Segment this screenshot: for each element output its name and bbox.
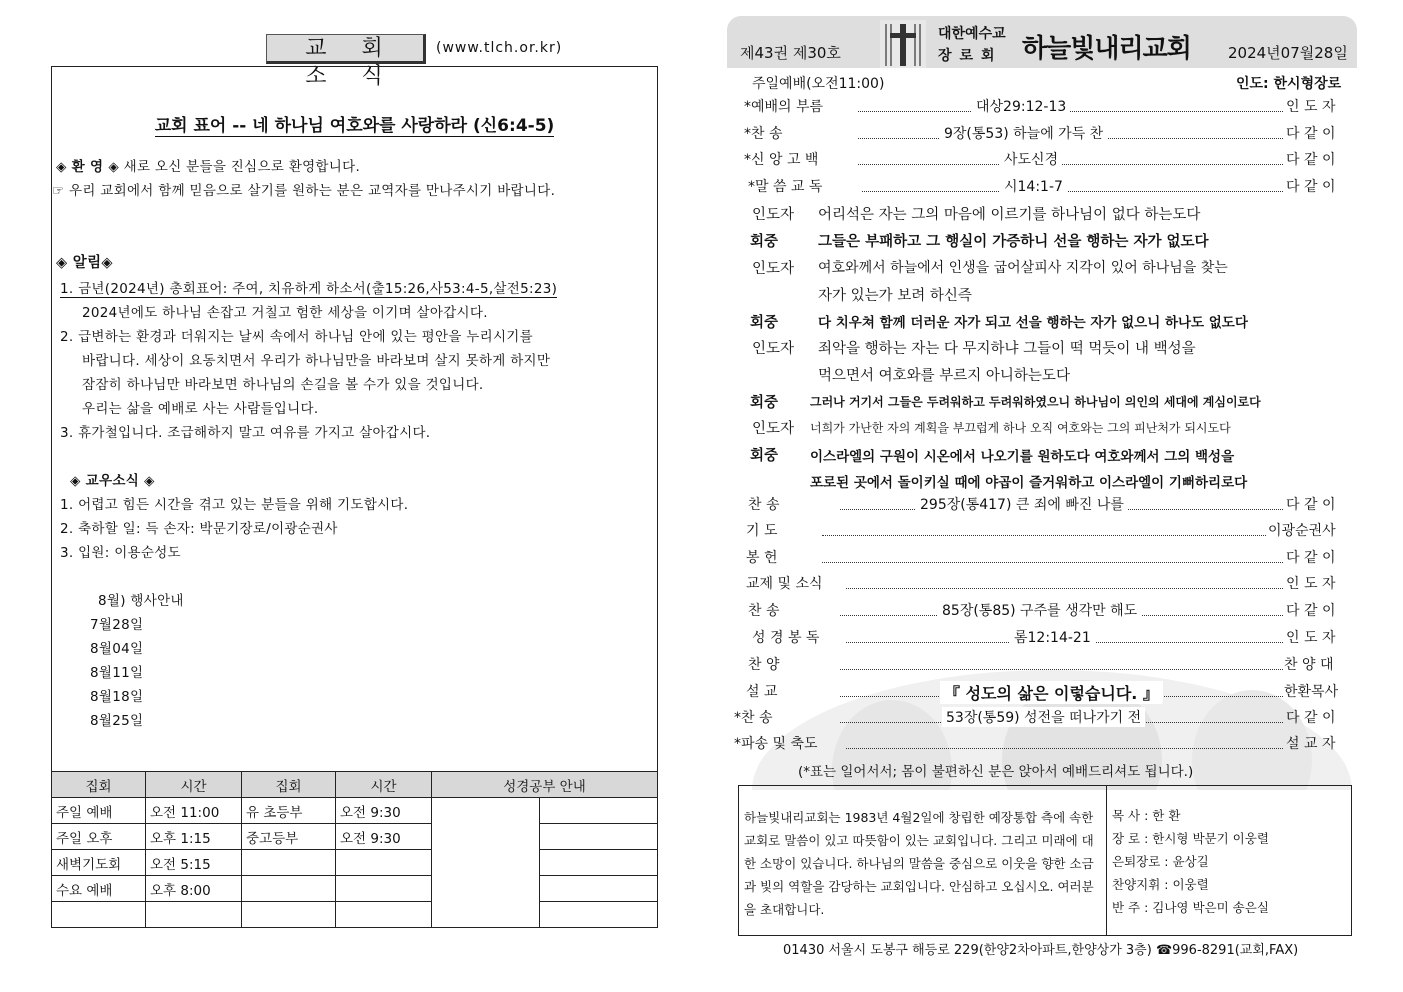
bulletin-date: 2024년07월28일: [1228, 44, 1348, 62]
member-news-heading: ◈ 교우소식 ◈: [70, 473, 155, 489]
table-cell: [146, 902, 242, 928]
table-cell: [540, 876, 658, 902]
welcome-line2: ☞ 우리 교회에서 함께 믿음으로 살기를 원하는 분은 교역자를 만나주시기 바랍니다.: [52, 183, 556, 199]
order-item: *말 씀 교 독: [748, 179, 823, 195]
events-heading: 8월) 행사안내: [98, 593, 184, 609]
schedule-header: 시간: [146, 772, 242, 798]
order-item: 기 도: [746, 523, 778, 539]
order-detail: 53장(통59) 성전을 떠나가기 전: [942, 707, 1145, 727]
staff-line: 찬양지휘 : 이웅렬: [1112, 877, 1209, 892]
reading-line: 너희가 가난한 자의 계획을 부끄럽게 하나 오직 여호와는 그의 피난처가 되시도다: [810, 421, 1231, 435]
table-cell: [242, 902, 336, 928]
table-cell: [336, 850, 432, 876]
leader-dots: [846, 748, 1283, 749]
denomination-line1: 대한예수교: [938, 26, 1006, 42]
leader-dots: [822, 535, 1266, 536]
meeting-schedule-table: [51, 771, 658, 928]
order-who: 설 교 자: [1286, 736, 1336, 752]
staff-line: 목 사 : 한 환: [1112, 808, 1181, 823]
denomination-line2: 장로회: [938, 48, 1003, 64]
table-cell: 오후 1:15: [146, 824, 242, 850]
order-item: 찬 양: [748, 657, 780, 673]
info-divider: [1106, 785, 1107, 936]
staff-line: 장 로 : 한시형 박문기 이웅렬: [1112, 831, 1269, 846]
notice-item: 1. 금년(2024년) 총회표어: 주여, 치유하게 하소서(출15:26,사53:4-5,살전5:23): [60, 281, 558, 297]
church-url: (www.tlch.or.kr): [436, 40, 563, 56]
table-cell: 중고등부: [242, 824, 336, 850]
notice-item: 2024년에도 하나님 손잡고 거칠고 험한 세상을 이기며 살아갑시다.: [82, 305, 488, 321]
table-row: [52, 850, 658, 876]
reading-role: 인도자: [752, 421, 795, 437]
reading-role: 회중: [750, 395, 779, 411]
reading-line: 여호와께서 하늘에서 인생을 굽어살피사 지각이 있어 하나님을 찾는: [818, 260, 1228, 276]
order-who: 다 같 이: [1286, 710, 1336, 726]
reading-line: 죄악을 행하는 자는 다 무지하냐 그들이 떡 먹듯이 내 백성을: [818, 341, 1196, 357]
notice-item: 우리는 삶을 예배로 사는 사람들입니다.: [82, 401, 319, 417]
reading-role: 인도자: [752, 207, 795, 223]
member-news-item: 1. 어렵고 힘든 시간을 겪고 있는 분들을 위해 기도합시다.: [60, 497, 409, 513]
order-who: 다 같 이: [1286, 152, 1336, 168]
order-who: 다 같 이: [1286, 603, 1336, 619]
reading-line: 자가 있는가 보려 하신즉: [818, 288, 972, 304]
table-cell: [52, 902, 146, 928]
table-cell: 오전 11:00: [146, 798, 242, 824]
notice-item: 잠잠히 하나님만 바라보면 하나님의 손길을 볼 수가 있을 것입니다.: [82, 377, 484, 393]
member-news-item: 3. 입원: 이용순성도: [60, 545, 181, 561]
reading-role: 회중: [750, 315, 779, 331]
order-detail: 사도신경: [1000, 149, 1062, 169]
notice-heading: ◈ 알림◈: [56, 255, 113, 271]
member-news-item: 2. 축하할 일: 득 손자: 박문기장로/이광순권사: [60, 521, 338, 537]
order-who: 다 같 이: [1286, 497, 1336, 513]
order-item: *파송 및 축도: [734, 736, 818, 752]
reading-line: 그러나 거기서 그들은 두려워하고 두려워하였으니 하나님이 의인의 세대에 계심이로다: [810, 395, 1261, 409]
staff-line: 은퇴장로 : 윤상길: [1112, 854, 1209, 869]
order-item: 교제 및 소식: [746, 576, 823, 592]
table-cell: 주일 오후: [52, 824, 146, 850]
order-detail: 대상29:12-13: [972, 96, 1070, 116]
order-item: *신 앙 고 백: [744, 152, 819, 168]
table-cell: [540, 798, 658, 824]
staff-line: 반 주 : 김나영 박은미 송은실: [1112, 900, 1269, 915]
reading-line: 그들은 부패하고 그 행실이 가증하니 선을 행하는 자가 없도다: [818, 234, 1209, 250]
table-cell: 오후 8:00: [146, 876, 242, 902]
event-date: 8월18일: [90, 689, 144, 705]
order-detail: 롬12:14-21: [1010, 627, 1095, 647]
table-row: [52, 798, 658, 824]
leader-dots: [822, 562, 1283, 563]
order-item: 찬 송: [748, 603, 780, 619]
schedule-header: 집회: [52, 772, 146, 798]
order-detail: 295장(통417) 큰 죄에 빠진 나를: [916, 494, 1128, 514]
order-who: 다 같 이: [1286, 179, 1336, 195]
reading-line: 이스라엘의 구원이 시온에서 나오기를 원하도다 여호와께서 그의 백성을: [810, 449, 1235, 465]
leader-dots: [862, 191, 1283, 192]
standing-note: (*표는 일어서서; 몸이 불편하신 분은 앉아서 예배드리셔도 됩니다.): [798, 764, 1194, 780]
table-cell: 유 초등부: [242, 798, 336, 824]
event-date: 8월04일: [90, 641, 144, 657]
reading-role: 회중: [750, 448, 779, 464]
left-page-title: 교 회 소 식: [266, 34, 426, 64]
notice-item: 3. 휴가철입니다. 조급해하지 말고 여유를 가지고 살아갑시다.: [60, 425, 431, 441]
order-item: 설 교: [746, 684, 778, 700]
notice-item: 바랍니다. 세상이 요동치면서 우리가 하나님만을 바라보며 살지 못하게 하지만: [82, 353, 551, 369]
table-cell: [242, 850, 336, 876]
schedule-header: 시간: [336, 772, 432, 798]
event-date: 8월25일: [90, 713, 144, 729]
order-item: 봉 헌: [746, 550, 778, 566]
church-news-box: [51, 66, 658, 772]
table-row: [52, 824, 658, 850]
service-title: 주일예배(오전11:00): [752, 76, 885, 92]
church-cross-logo-icon: [880, 20, 926, 68]
table-cell: [540, 824, 658, 850]
reading-role: 인도자: [752, 261, 795, 277]
table-row: [52, 876, 658, 902]
leader-dots: [858, 111, 1283, 112]
table-row: [52, 902, 658, 928]
reading-line: 어리석은 자는 그의 마음에 이르기를 하나님이 없다 하는도다: [818, 207, 1201, 223]
reading-line: 다 치우쳐 함께 더러운 자가 되고 선을 행하는 자가 없으니 하나도 없도다: [818, 315, 1248, 331]
sermon-title: 『 성도의 삶은 이렇습니다. 』: [940, 681, 1163, 704]
order-item: 성 경 봉 독: [752, 630, 820, 646]
order-item: *찬 송: [734, 710, 773, 726]
bible-study-cell: [432, 798, 540, 928]
schedule-header: 집회: [242, 772, 336, 798]
reading-role: 회중: [750, 234, 779, 250]
schedule-header: 성경공부 안내: [432, 772, 658, 798]
church-name: 하늘빛내리교회: [1022, 34, 1191, 64]
order-detail: 9장(통53) 하늘에 가득 찬: [940, 123, 1107, 143]
table-cell: 오전 9:30: [336, 824, 432, 850]
order-item: *찬 송: [744, 126, 783, 142]
table-cell: [540, 850, 658, 876]
order-item: *예배의 부름: [744, 99, 824, 115]
volume-number: 제43권 제30호: [740, 44, 841, 62]
church-address: 01430 서울시 도봉구 해등로 229(한양2차아파트,한양상가 3층) ☎996-8291(교회,FAX): [783, 943, 1299, 958]
notice-item: 2. 급변하는 환경과 더워지는 날씨 속에서 하나님 안에 있는 평안을 누리시기를: [60, 329, 533, 345]
event-date: 7월28일: [90, 617, 144, 633]
welcome-section: ◈ 환 영 ◈ 새로 오신 분들을 진심으로 환영합니다.: [56, 159, 361, 175]
event-date: 8월11일: [90, 665, 144, 681]
order-who: 다 같 이: [1286, 126, 1336, 142]
church-introduction: 하늘빛내리교회는 1983년 4월2일에 창립한 예장통합 측에 속한 교회로 말씀이 있고 따뜻함이 있는 교회입니다. 그리고 미래에 대한 소망이 있습니다. 하나님의 말씀을 중심으로 이웃을 향한 소금과 빛의 역할을 감당하는 교회입니다. 안심하고 오십시오. 여러분을 초대합니다.: [744, 810, 1094, 917]
order-who: 이광순권사: [1268, 523, 1336, 539]
leader-dots: [858, 164, 1283, 165]
table-cell: 주일 예배: [52, 798, 146, 824]
reading-line: 포로된 곳에서 돌이키실 때에 야곱이 즐거워하고 이스라엘이 기뻐하리로다: [810, 475, 1248, 491]
leader-dots: [840, 669, 1283, 670]
service-leader: 인도: 한시형장로: [1236, 76, 1342, 92]
table-cell: [336, 876, 432, 902]
table-cell: 새벽기도회: [52, 850, 146, 876]
order-item: 찬 송: [748, 497, 780, 513]
order-who: 다 같 이: [1286, 550, 1336, 566]
order-who: 찬 양 대: [1284, 657, 1334, 673]
table-cell: 수요 예배: [52, 876, 146, 902]
order-detail: 시14:1-7: [1000, 176, 1067, 196]
order-who: 한환목사: [1284, 684, 1339, 700]
table-cell: [540, 902, 658, 928]
order-detail: 85장(통85) 구주를 생각만 해도: [938, 600, 1141, 620]
table-cell: 오전 9:30: [336, 798, 432, 824]
reading-role: 인도자: [752, 341, 795, 357]
order-who: 인 도 자: [1286, 99, 1336, 115]
order-who: 인 도 자: [1286, 576, 1336, 592]
table-cell: [336, 902, 432, 928]
church-motto: 교회 표어 -- 네 하나님 여호와를 사랑하라 (신6:4-5): [154, 116, 555, 136]
table-cell: 오전 5:15: [146, 850, 242, 876]
leader-dots: [846, 588, 1283, 589]
order-who: 인 도 자: [1286, 630, 1336, 646]
reading-line: 먹으면서 여호와를 부르지 아니하는도다: [818, 368, 1070, 384]
table-cell: [242, 876, 336, 902]
